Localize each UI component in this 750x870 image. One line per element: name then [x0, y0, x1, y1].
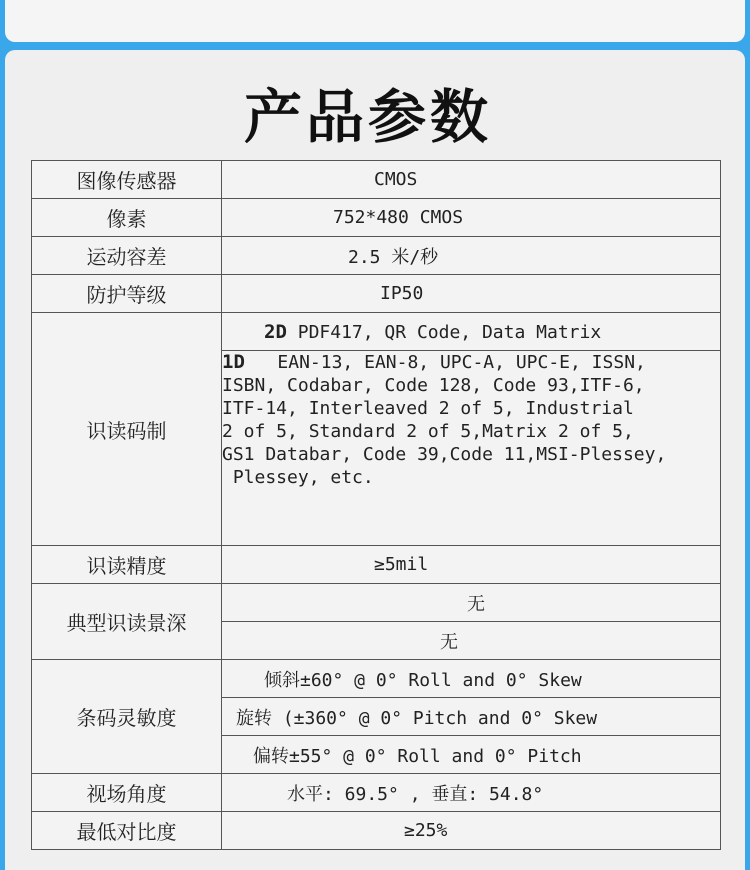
table-row	[32, 774, 721, 812]
tag-2d: 2D	[264, 320, 287, 343]
codes-1d-line: ISBN, Codabar, Code 128, Code 93,ITF-6,	[222, 375, 645, 396]
codes-1d-line: EAN-13, EAN-8, UPC-A, UPC-E, ISSN,	[277, 352, 646, 373]
spec-value-motion: 2.5 米/秒	[222, 237, 721, 275]
table-row	[32, 237, 721, 275]
table-row	[32, 313, 721, 351]
table-row	[32, 161, 721, 199]
spec-label-depth: 典型识读景深	[32, 584, 222, 660]
spec-label-contrast: 最低对比度	[32, 812, 222, 850]
codes-1d-line: 2 of 5, Standard 2 of 5,Matrix 2 of 5,	[222, 421, 634, 442]
tag-1d: 1D	[222, 351, 245, 373]
spec-label-protection: 防护等级	[32, 275, 222, 313]
spec-value-pixels: 752*480 CMOS	[222, 199, 721, 237]
spec-table	[31, 160, 721, 850]
spec-value-sensor: CMOS	[222, 161, 721, 199]
table-row	[32, 199, 721, 237]
spec-label-symbology: 识读码制	[32, 313, 222, 546]
spec-label-precision: 识读精度	[32, 546, 222, 584]
page-title: 产品参数	[243, 83, 492, 151]
spec-value-depth: 无	[222, 584, 721, 622]
codes-1d-line: GS1 Databar, Code 39,Code 11,MSI-Plessey,	[222, 444, 667, 465]
spec-value-sensitivity: 倾斜±60° @ 0° Roll and 0° Skew	[222, 660, 721, 698]
spec-value-sensitivity: 偏转±55° @ 0° Roll and 0° Pitch	[222, 736, 721, 774]
codes-1d-line: Plessey, etc.	[222, 467, 374, 488]
spec-label-sensor: 图像传感器	[32, 161, 222, 199]
table-row	[32, 660, 721, 698]
spec-value-angle: 水平: 69.5° , 垂直: 54.8°	[222, 774, 721, 812]
codes-1d-line: ITF-14, Interleaved 2 of 5, Industrial	[222, 398, 634, 419]
spec-value-protection: IP50	[222, 275, 721, 313]
table-row	[32, 275, 721, 313]
spec-label-pixels: 像素	[32, 199, 222, 237]
table-row	[32, 812, 721, 850]
spec-label-angle: 视场角度	[32, 774, 222, 812]
spec-label-sensitivity: 条码灵敏度	[32, 660, 222, 774]
top-banner	[5, 0, 745, 42]
spec-value-sensitivity: 旋转 (±360° @ 0° Pitch and 0° Skew	[222, 698, 721, 736]
table-row	[32, 546, 721, 584]
table-row	[32, 584, 721, 622]
spec-value-2d	[222, 313, 721, 351]
spec-value-1d	[222, 351, 721, 546]
spec-value-contrast: ≥25%	[222, 812, 721, 850]
spec-value-precision: ≥5mil	[222, 546, 721, 584]
codes-2d: PDF417, QR Code, Data Matrix	[297, 321, 602, 343]
spec-label-motion: 运动容差	[32, 237, 222, 275]
spec-value-depth: 无	[222, 622, 721, 660]
